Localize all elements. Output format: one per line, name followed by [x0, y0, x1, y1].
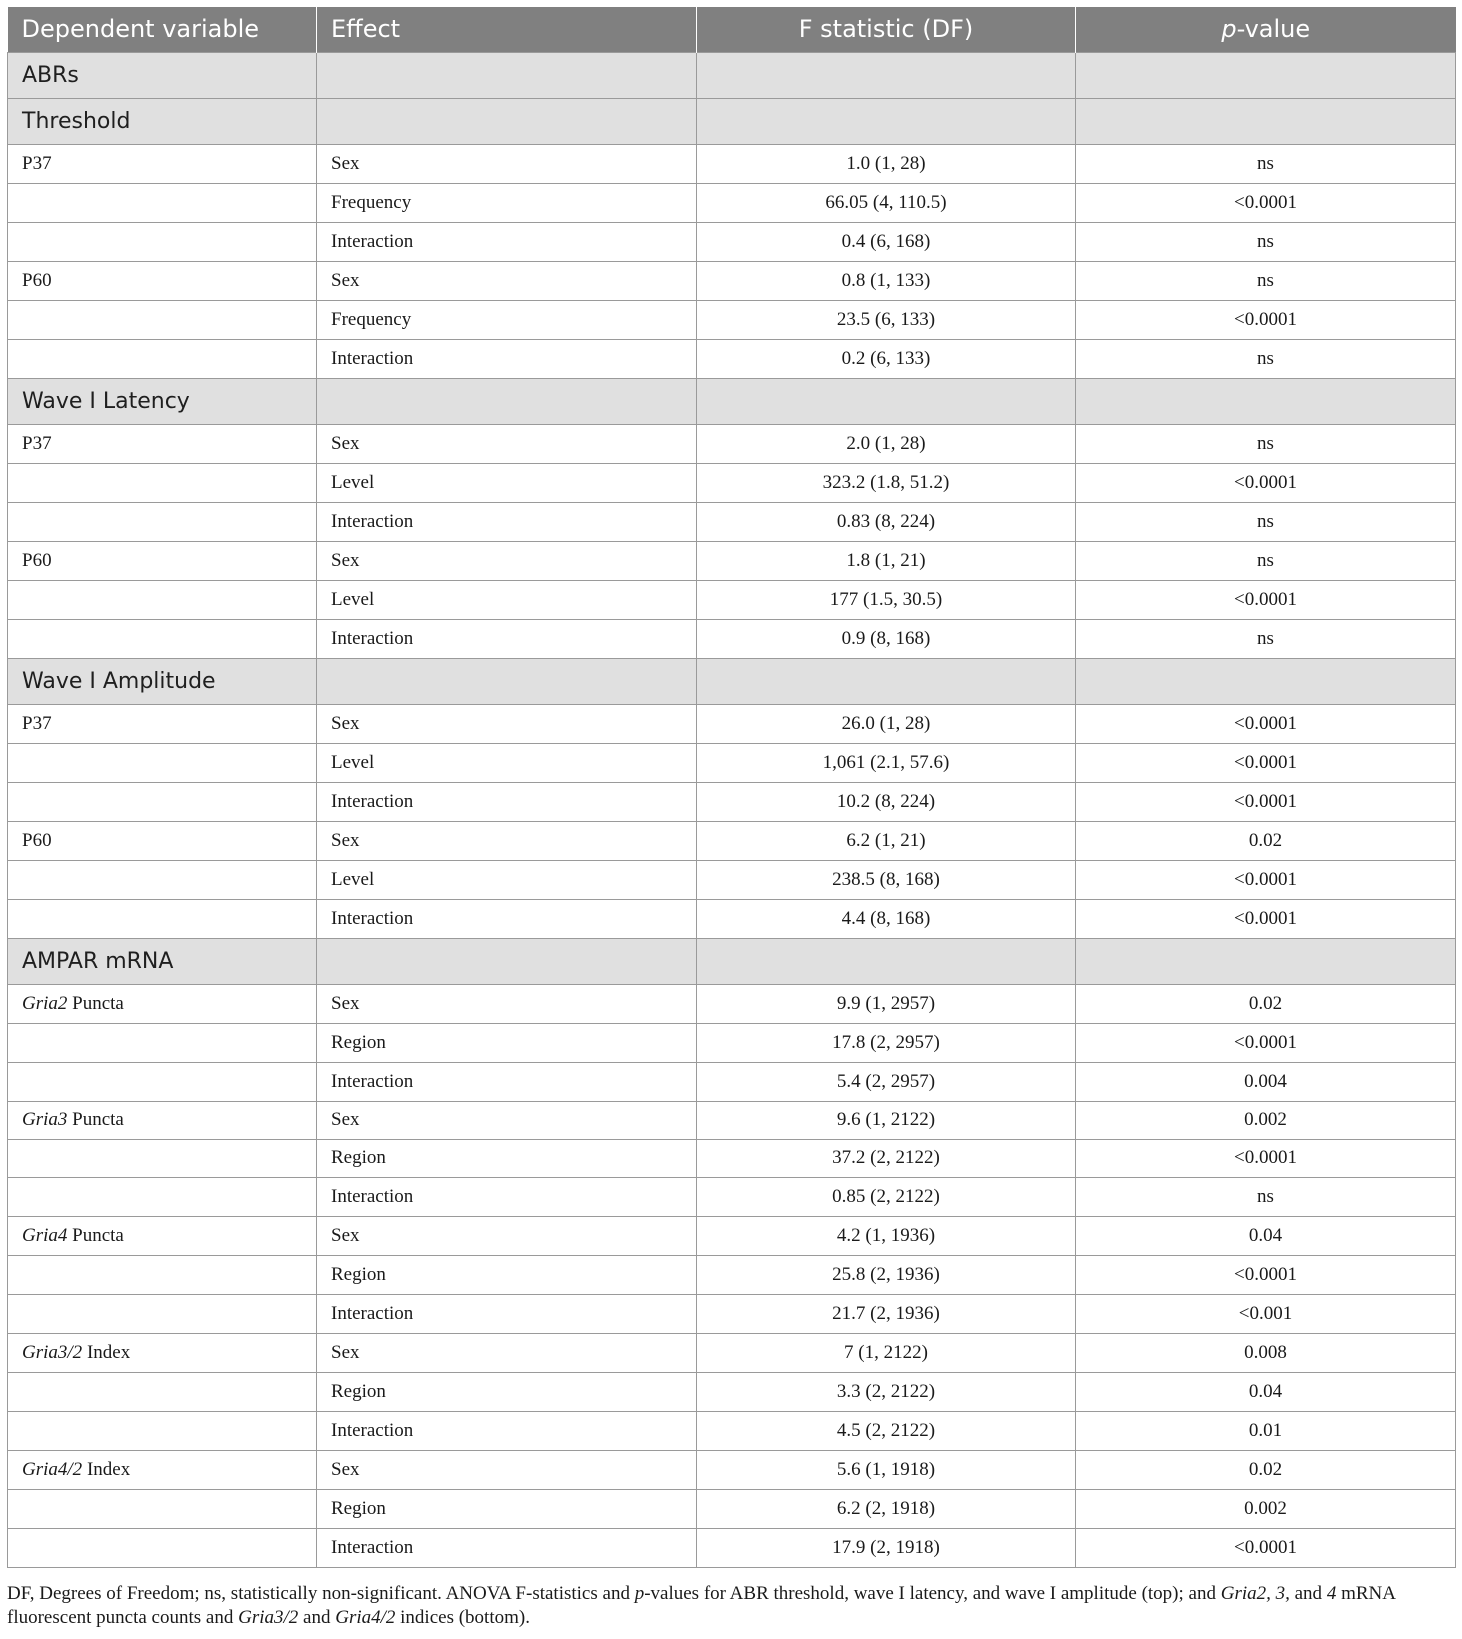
table-row — [8, 222, 1456, 261]
dependent-variable-cell — [8, 580, 317, 619]
dependent-variable-cell — [8, 899, 317, 938]
table-row — [8, 782, 1456, 821]
f-statistic-cell: 10.2 (8, 224) — [697, 782, 1076, 821]
f-statistic-cell: 23.5 (6, 133) — [697, 300, 1076, 339]
effect-cell: Level — [317, 743, 697, 782]
f-statistic-cell: 4.4 (8, 168) — [697, 899, 1076, 938]
dependent-variable-cell — [8, 339, 317, 378]
dependent-variable-cell — [8, 1333, 317, 1372]
f-statistic-cell: 0.8 (1, 133) — [697, 261, 1076, 300]
table-container — [7, 7, 1455, 1568]
dependent-variable-cell — [8, 1023, 317, 1062]
dependent-variable-cell — [8, 1489, 317, 1528]
p-value-cell: 0.004 — [1076, 1062, 1456, 1101]
f-statistic-cell: 4.2 (1, 1936) — [697, 1216, 1076, 1255]
f-statistic-cell: 177 (1.5, 30.5) — [697, 580, 1076, 619]
effect-cell: Interaction — [317, 1528, 697, 1567]
section-title: Wave I Amplitude — [8, 658, 317, 704]
effect-cell: Interaction — [317, 502, 697, 541]
f-statistic-cell: 0.85 (2, 2122) — [697, 1177, 1076, 1216]
f-statistic-cell: 238.5 (8, 168) — [697, 860, 1076, 899]
f-statistic-cell: 0.9 (8, 168) — [697, 619, 1076, 658]
section-title: ABRs — [8, 52, 317, 98]
section-title: Threshold — [8, 98, 317, 144]
p-value-cell: <0.0001 — [1076, 704, 1456, 743]
effect-cell: Level — [317, 860, 697, 899]
section-title: Wave I Latency — [8, 378, 317, 424]
effect-cell: Interaction — [317, 339, 697, 378]
footnote-index-gria3-2: Gria3/2 — [238, 1607, 299, 1628]
p-value-cell: 0.04 — [1076, 1372, 1456, 1411]
p-value-cell: ns — [1076, 424, 1456, 463]
table-row — [8, 580, 1456, 619]
f-statistic-cell: 1.0 (1, 28) — [697, 144, 1076, 183]
f-statistic-cell: 7 (1, 2122) — [697, 1333, 1076, 1372]
effect-cell: Interaction — [317, 1294, 697, 1333]
f-statistic-cell: 5.4 (2, 2957) — [697, 1062, 1076, 1101]
table-row — [8, 1450, 1456, 1489]
f-statistic-cell: 26.0 (1, 28) — [697, 704, 1076, 743]
section-row — [8, 658, 1456, 704]
p-value-cell: ns — [1076, 144, 1456, 183]
p-value-cell: ns — [1076, 541, 1456, 580]
p-value-cell: 0.02 — [1076, 1450, 1456, 1489]
section-empty-cell — [697, 98, 1076, 144]
header-f-statistic: F statistic (DF) — [697, 7, 1076, 52]
measure-suffix: Puncta — [67, 1224, 124, 1246]
table-row — [8, 183, 1456, 222]
f-statistic-cell: 1.8 (1, 21) — [697, 541, 1076, 580]
effect-cell: Sex — [317, 704, 697, 743]
effect-cell: Level — [317, 463, 697, 502]
dependent-variable-cell: P37 — [8, 704, 317, 743]
p-value-cell: <0.0001 — [1076, 183, 1456, 222]
dependent-variable-cell — [8, 860, 317, 899]
p-value-cell: ns — [1076, 339, 1456, 378]
dependent-variable-cell — [8, 984, 317, 1023]
dependent-variable-cell — [8, 1255, 317, 1294]
section-row — [8, 98, 1456, 144]
f-statistic-cell: 2.0 (1, 28) — [697, 424, 1076, 463]
table-row — [8, 743, 1456, 782]
effect-cell: Sex — [317, 1101, 697, 1139]
f-statistic-cell: 17.9 (2, 1918) — [697, 1528, 1076, 1567]
dependent-variable-cell — [8, 782, 317, 821]
section-title: AMPAR mRNA — [8, 938, 317, 984]
section-empty-cell — [1076, 658, 1456, 704]
p-value-cell: <0.0001 — [1076, 1139, 1456, 1177]
effect-cell: Interaction — [317, 222, 697, 261]
f-statistic-cell: 9.6 (1, 2122) — [697, 1101, 1076, 1139]
f-statistic-cell: 0.4 (6, 168) — [697, 222, 1076, 261]
table-row — [8, 502, 1456, 541]
f-statistic-cell: 6.2 (1, 21) — [697, 821, 1076, 860]
dependent-variable-cell — [8, 502, 317, 541]
table-row — [8, 1528, 1456, 1567]
section-empty-cell — [317, 378, 697, 424]
dependent-variable-cell — [8, 1101, 317, 1139]
table-row — [8, 1333, 1456, 1372]
section-empty-cell — [317, 52, 697, 98]
footnote-genes: Gria2, 3, — [1220, 1583, 1290, 1604]
anova-results-table — [7, 7, 1456, 1568]
header-p-italic: p — [1221, 15, 1237, 44]
table-row — [8, 1294, 1456, 1333]
p-value-cell: ns — [1076, 619, 1456, 658]
dependent-variable-cell — [8, 1411, 317, 1450]
f-statistic-cell: 37.2 (2, 2122) — [697, 1139, 1076, 1177]
section-empty-cell — [317, 658, 697, 704]
effect-cell: Sex — [317, 821, 697, 860]
header-dependent-variable: Dependent variable — [8, 7, 317, 52]
section-empty-cell — [1076, 98, 1456, 144]
f-statistic-cell: 5.6 (1, 1918) — [697, 1450, 1076, 1489]
dependent-variable-cell: P37 — [8, 424, 317, 463]
effect-cell: Interaction — [317, 899, 697, 938]
table-row — [8, 1101, 1456, 1139]
footnote-text: DF, Degrees of Freedom; ns, statistically non-significant. ANOVA F-statistics and — [7, 1583, 635, 1604]
table-body — [8, 52, 1456, 1567]
effect-cell: Region — [317, 1023, 697, 1062]
table-header-row — [8, 7, 1456, 52]
dependent-variable-cell — [8, 222, 317, 261]
effect-cell: Interaction — [317, 1062, 697, 1101]
measure-suffix: Puncta — [67, 1109, 124, 1130]
table-row — [8, 1489, 1456, 1528]
header-p-rest: -value — [1236, 15, 1311, 44]
dependent-variable-cell — [8, 743, 317, 782]
dependent-variable-cell — [8, 619, 317, 658]
effect-cell: Region — [317, 1139, 697, 1177]
table-row — [8, 899, 1456, 938]
dependent-variable-cell: P60 — [8, 541, 317, 580]
footnote-gene-4: 4 — [1326, 1583, 1337, 1604]
effect-cell: Region — [317, 1372, 697, 1411]
measure-suffix: Index — [82, 1458, 131, 1480]
f-statistic-cell: 9.9 (1, 2957) — [697, 984, 1076, 1023]
table-footnote — [7, 1582, 1455, 1630]
table-row — [8, 984, 1456, 1023]
f-statistic-cell: 66.05 (4, 110.5) — [697, 183, 1076, 222]
footnote-text: -values for ABR threshold, wave I latency, and wave I amplitude (top); and — [644, 1583, 1221, 1604]
section-empty-cell — [1076, 52, 1456, 98]
dependent-variable-cell: P60 — [8, 261, 317, 300]
p-value-cell: <0.0001 — [1076, 782, 1456, 821]
table-row — [8, 339, 1456, 378]
p-value-cell: 0.01 — [1076, 1411, 1456, 1450]
section-empty-cell — [1076, 378, 1456, 424]
table-row — [8, 704, 1456, 743]
footnote-text: mRNA fluorescent puncta counts and — [7, 1583, 1395, 1628]
section-empty-cell — [697, 938, 1076, 984]
table-row — [8, 1023, 1456, 1062]
table-row — [8, 1139, 1456, 1177]
f-statistic-cell: 21.7 (2, 1936) — [697, 1294, 1076, 1333]
effect-cell: Interaction — [317, 619, 697, 658]
p-value-cell: ns — [1076, 502, 1456, 541]
section-empty-cell — [317, 938, 697, 984]
p-value-cell: <0.0001 — [1076, 860, 1456, 899]
table-row — [8, 463, 1456, 502]
table-row — [8, 619, 1456, 658]
effect-cell: Level — [317, 580, 697, 619]
f-statistic-cell: 323.2 (1.8, 51.2) — [697, 463, 1076, 502]
dependent-variable-cell — [8, 183, 317, 222]
table-row — [8, 300, 1456, 339]
effect-cell: Sex — [317, 1216, 697, 1255]
dependent-variable-cell — [8, 1216, 317, 1255]
table-row — [8, 261, 1456, 300]
p-value-cell: 0.002 — [1076, 1101, 1456, 1139]
footnote-text: and — [298, 1607, 336, 1628]
f-statistic-cell: 25.8 (2, 1936) — [697, 1255, 1076, 1294]
header-effect: Effect — [317, 7, 697, 52]
p-value-cell: 0.02 — [1076, 984, 1456, 1023]
p-value-cell: ns — [1076, 222, 1456, 261]
dependent-variable-cell — [8, 1372, 317, 1411]
table-row — [8, 144, 1456, 183]
footnote-text: and — [1289, 1583, 1327, 1604]
gene-name: Gria3/2 — [22, 1341, 83, 1363]
gene-name: Gria4/2 — [22, 1458, 83, 1480]
p-value-cell: <0.0001 — [1076, 463, 1456, 502]
p-value-cell: 0.002 — [1076, 1489, 1456, 1528]
effect-cell: Sex — [317, 1450, 697, 1489]
p-value-cell: ns — [1076, 1177, 1456, 1216]
p-value-cell: <0.0001 — [1076, 899, 1456, 938]
effect-cell: Frequency — [317, 300, 697, 339]
p-value-cell: <0.0001 — [1076, 1255, 1456, 1294]
effect-cell: Region — [317, 1255, 697, 1294]
p-value-cell: <0.0001 — [1076, 580, 1456, 619]
effect-cell: Interaction — [317, 1177, 697, 1216]
f-statistic-cell: 17.8 (2, 2957) — [697, 1023, 1076, 1062]
effect-cell: Sex — [317, 424, 697, 463]
gene-name: Gria3 — [22, 1109, 68, 1130]
p-value-cell: <0.0001 — [1076, 300, 1456, 339]
table-row — [8, 860, 1456, 899]
section-row — [8, 52, 1456, 98]
f-statistic-cell: 0.83 (8, 224) — [697, 502, 1076, 541]
effect-cell: Interaction — [317, 782, 697, 821]
dependent-variable-cell — [8, 463, 317, 502]
dependent-variable-cell — [8, 1062, 317, 1101]
p-value-cell: <0.0001 — [1076, 1023, 1456, 1062]
dependent-variable-cell — [8, 1139, 317, 1177]
measure-suffix: Puncta — [67, 992, 124, 1014]
effect-cell: Frequency — [317, 183, 697, 222]
section-row — [8, 938, 1456, 984]
table-row — [8, 424, 1456, 463]
f-statistic-cell: 1,061 (2.1, 57.6) — [697, 743, 1076, 782]
dependent-variable-cell — [8, 1294, 317, 1333]
section-empty-cell — [697, 378, 1076, 424]
footnote-index-gria4-2: Gria4/2 — [335, 1607, 396, 1628]
f-statistic-cell: 0.2 (6, 133) — [697, 339, 1076, 378]
table-row — [8, 1062, 1456, 1101]
effect-cell: Sex — [317, 984, 697, 1023]
table-row — [8, 1255, 1456, 1294]
p-value-cell: <0.001 — [1076, 1294, 1456, 1333]
section-empty-cell — [697, 658, 1076, 704]
dependent-variable-cell — [8, 1528, 317, 1567]
table-row — [8, 1411, 1456, 1450]
table-row — [8, 1372, 1456, 1411]
gene-name: Gria2 — [22, 992, 68, 1014]
p-value-cell: <0.0001 — [1076, 1528, 1456, 1567]
p-value-cell: 0.02 — [1076, 821, 1456, 860]
effect-cell: Sex — [317, 261, 697, 300]
effect-cell: Sex — [317, 1333, 697, 1372]
table-row — [8, 1216, 1456, 1255]
effect-cell: Interaction — [317, 1411, 697, 1450]
effect-cell: Region — [317, 1489, 697, 1528]
section-empty-cell — [697, 52, 1076, 98]
dependent-variable-cell — [8, 1177, 317, 1216]
f-statistic-cell: 6.2 (2, 1918) — [697, 1489, 1076, 1528]
gene-name: Gria4 — [22, 1224, 68, 1246]
p-value-cell: 0.008 — [1076, 1333, 1456, 1372]
dependent-variable-cell — [8, 300, 317, 339]
effect-cell: Sex — [317, 144, 697, 183]
header-p-value — [1076, 7, 1456, 52]
dependent-variable-cell: P60 — [8, 821, 317, 860]
section-empty-cell — [1076, 938, 1456, 984]
table-row — [8, 821, 1456, 860]
f-statistic-cell: 4.5 (2, 2122) — [697, 1411, 1076, 1450]
dependent-variable-cell: P37 — [8, 144, 317, 183]
section-empty-cell — [317, 98, 697, 144]
p-value-cell: <0.0001 — [1076, 743, 1456, 782]
section-row — [8, 378, 1456, 424]
p-value-cell: ns — [1076, 261, 1456, 300]
p-value-cell: 0.04 — [1076, 1216, 1456, 1255]
table-row — [8, 541, 1456, 580]
footnote-text: indices (bottom). — [395, 1607, 530, 1628]
measure-suffix: Index — [82, 1341, 131, 1363]
f-statistic-cell: 3.3 (2, 2122) — [697, 1372, 1076, 1411]
footnote-p-italic: p — [634, 1583, 645, 1604]
dependent-variable-cell — [8, 1450, 317, 1489]
table-row — [8, 1177, 1456, 1216]
effect-cell: Sex — [317, 541, 697, 580]
